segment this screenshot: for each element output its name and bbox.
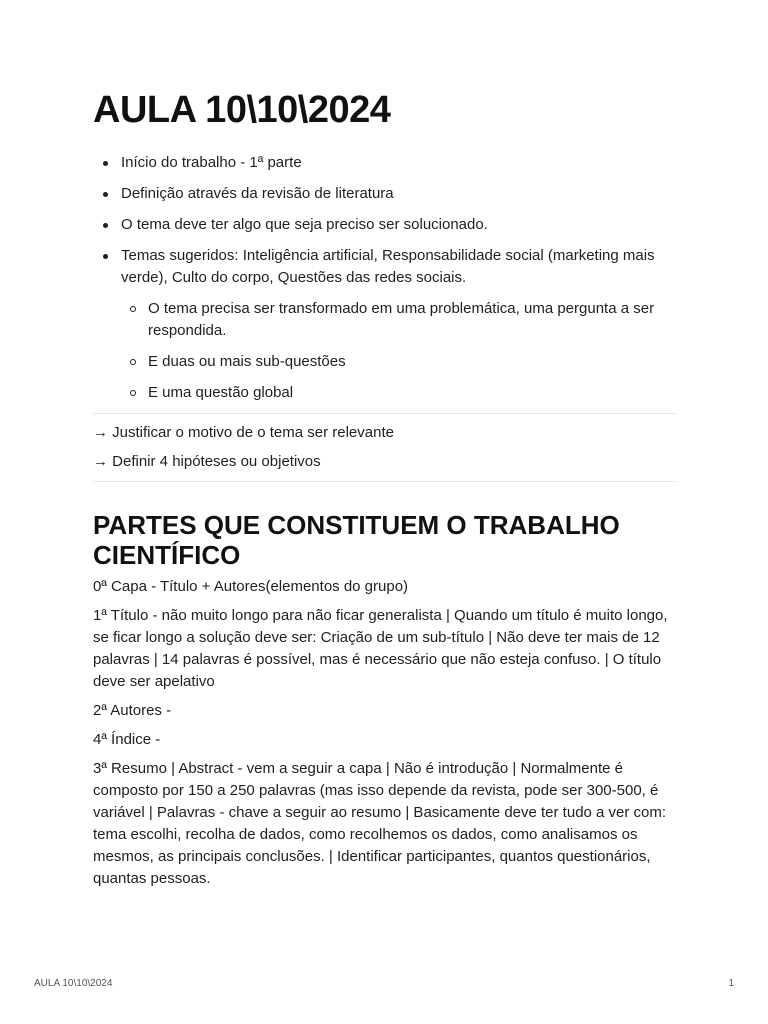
list-item [93,214,676,236]
arrow-note: → Justificar o motivo de o tema ser relevante [93,424,394,441]
divider [93,481,676,482]
page-title: AULA 10\10\2024 [93,89,391,131]
list-item [93,245,676,404]
arrow-note: → Definir 4 hipóteses ou objetivos [93,453,321,470]
list-item [93,183,676,205]
list-item-text: Definição através da revisão de literatura [121,185,394,202]
paragraph: 2ª Autores - [93,702,172,719]
section-heading: PARTES QUE CONSTITUEM O TRABALHO CIENTÍFICO [93,510,620,570]
sub-bullet-list [121,298,676,404]
sub-list-item-text: O tema precisa ser transformado em uma problemática, uma pergunta a ser respondida. [148,300,655,339]
list-item-text: O tema deve ter algo que seja preciso ser solucionado. [121,216,488,233]
list-item-text: Temas sugeridos: Inteligência artificial, Responsabilidade social (marketing mais verde), Culto do corpo, Questões das redes sociais. [121,247,655,286]
bullet-dot-icon [103,223,108,228]
bullet-circle-icon [130,390,136,396]
bullet-circle-icon [130,359,136,365]
arrow-notes [93,414,676,481]
bullet-circle-icon [130,306,136,312]
paragraph: 4ª Índice - [93,731,161,748]
footer-page-number: 1 [728,978,734,989]
bullet-dot-icon [103,161,108,166]
paragraph: 3ª Resumo | Abstract - vem a seguir a capa | Não é introdução | Normalmente é composto por 150 a 250 palavras (mas isso depende da revista, pode ser 300-500, é variável | Palavras - chave a seguir ao resumo | Basicamente deve ter tudo a ver com: tema escolhi, recolha de dados, como recolhemos os dados, como analisamos os mesmos, as principais conclusões. | Identificar participantes, quantos questionários, quantas pessoas. [93,760,667,887]
sub-list-item [121,382,676,404]
list-item [93,152,676,174]
footer-title: AULA 10\10\2024 [34,978,113,989]
sub-list-item-text: E duas ou mais sub-questões [148,353,346,370]
bullet-dot-icon [103,254,108,259]
sub-list-item [121,351,676,373]
paragraph: 0ª Capa - Título + Autores(elementos do grupo) [93,578,409,595]
document-page [93,88,676,897]
list-item-text: Início do trabalho - 1ª parte [121,154,302,171]
sub-list-item [121,298,676,342]
paragraph: 1ª Título - não muito longo para não ficar generalista | Quando um título é muito longo, se ficar longo a solução deve ser: Criação de um sub-título | Não deve ter mais de 12 palavras | 14 palavras é possível, mas é necessário que não esteja confuso. | O título deve ser apelativo [93,607,668,690]
bullet-dot-icon [103,192,108,197]
sub-list-item-text: E uma questão global [148,384,294,401]
bullet-list [93,152,676,404]
